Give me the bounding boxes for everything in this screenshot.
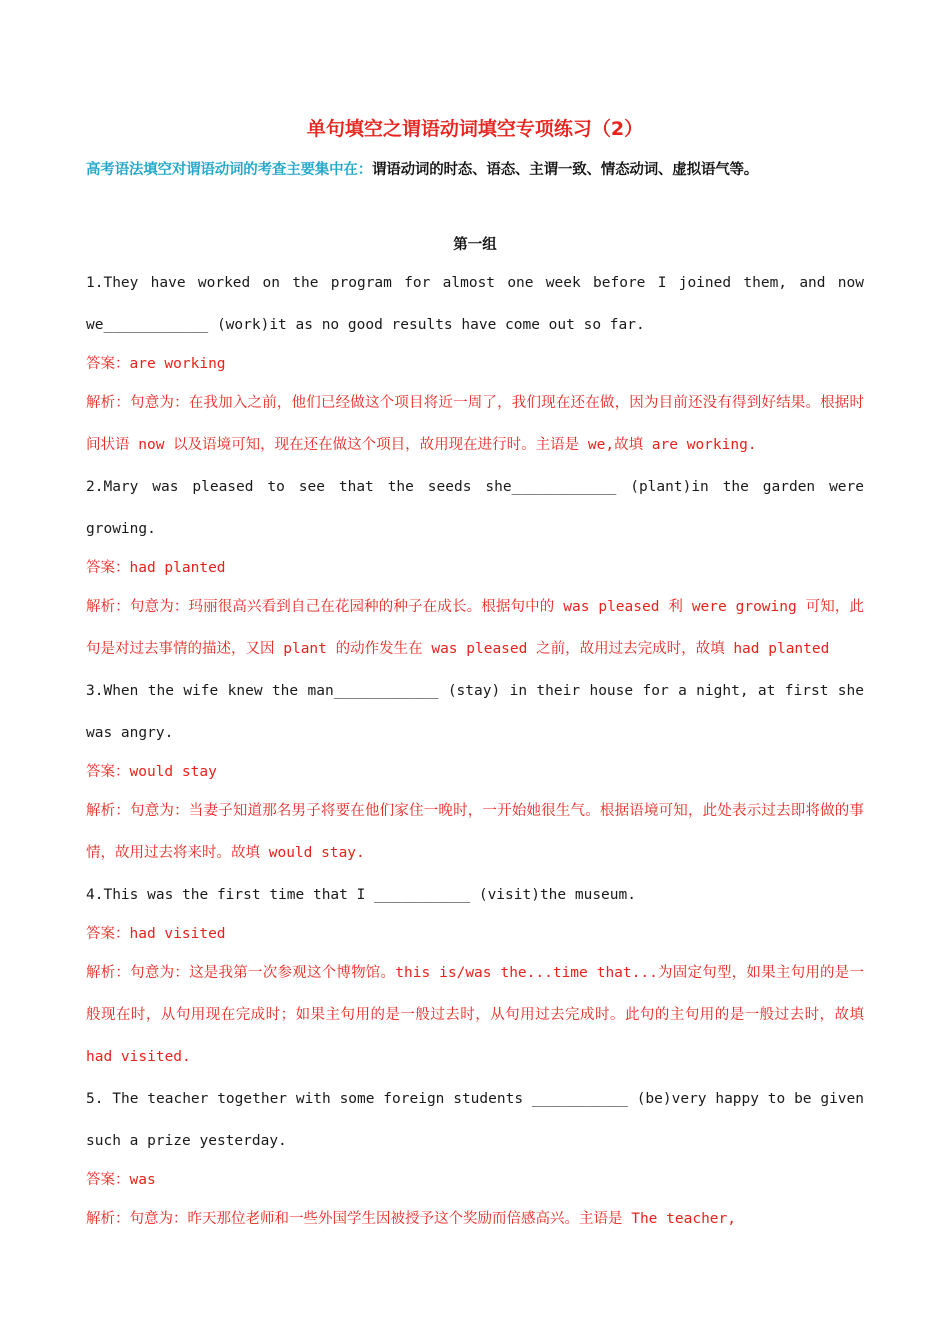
question-1: 1.They have worked on the program for almost one week before I joined them, and now we____________ (work)it as no good results have come out so far. <box>86 275 864 333</box>
question-4: 4.This was the first time that I ___________ (visit)the museum. <box>86 887 636 903</box>
explanation-4: 解析：句意为：这是我第一次参观这个博物馆。this is/was the...time that...为固定句型，如果主句用的是一般现在时，从句用现在完成时；如果主句用的是一般过去时，从句用过去完成时。此句的主句用的是一般过去时，故填 had visited. <box>86 965 864 1065</box>
answer-1: 答案：are working <box>86 356 226 372</box>
exercise-item-5 <box>86 1078 864 1240</box>
question-3: 3.When the wife knew the man____________ (stay) in their house for a night, at first she was angry. <box>86 683 864 741</box>
exercise-item-1 <box>86 262 864 466</box>
explanation-1: 解析：句意为：在我加入之前，他们已经做这个项目将近一周了，我们现在还在做，因为目前还没有得到好结果。根据时间状语 now 以及语境可知，现在还在做这个项目，故用现在进行时。主语是 we,故填 are working. <box>86 395 864 453</box>
answer-4: 答案：had visited <box>86 926 226 942</box>
question-5: 5. The teacher together with some foreign students ___________ (be)very happy to be given such a prize yesterday. <box>86 1091 864 1149</box>
answer-3: 答案：would stay <box>86 764 217 780</box>
exercise-list <box>86 262 864 1240</box>
answer-2: 答案：had planted <box>86 560 226 576</box>
page-title: 单句填空之谓语动词填空专项练习（2） <box>306 118 644 140</box>
explanation-5: 解析：句意为：昨天那位老师和一些外国学生因被授予这个奖励而倍感高兴。主语是 The teacher, <box>86 1211 736 1227</box>
intro-highlight: 高考语法填空对谓语动词的考查主要集中在： <box>86 162 372 178</box>
explanation-2: 解析：句意为：玛丽很高兴看到自己在花园种的种子在成长。根据句中的 was pleased 利 were growing 可知，此句是对过去事情的描述，又因 plant 的动作发生在 was pleased 之前，故用过去完成时，故填 had planted <box>86 599 864 657</box>
exercise-item-3 <box>86 670 864 874</box>
intro-line <box>86 158 886 179</box>
explanation-3: 解析：句意为：当妻子知道那名男子将要在他们家住一晚时，一开始她很生气。根据语境可知，此处表示过去即将做的事情，故用过去将来时。故填 would stay. <box>86 803 864 861</box>
exercise-item-4 <box>86 874 864 1078</box>
exercise-item-2 <box>86 466 864 670</box>
group-title: 第一组 <box>453 237 497 253</box>
question-2: 2.Mary was pleased to see that the seeds she____________ (plant)in the garden were growing. <box>86 479 864 537</box>
answer-5: 答案：was <box>86 1172 156 1188</box>
intro-rest: 谓语动词的时态、语态、主谓一致、情态动词、虚拟语气等。 <box>372 162 759 178</box>
